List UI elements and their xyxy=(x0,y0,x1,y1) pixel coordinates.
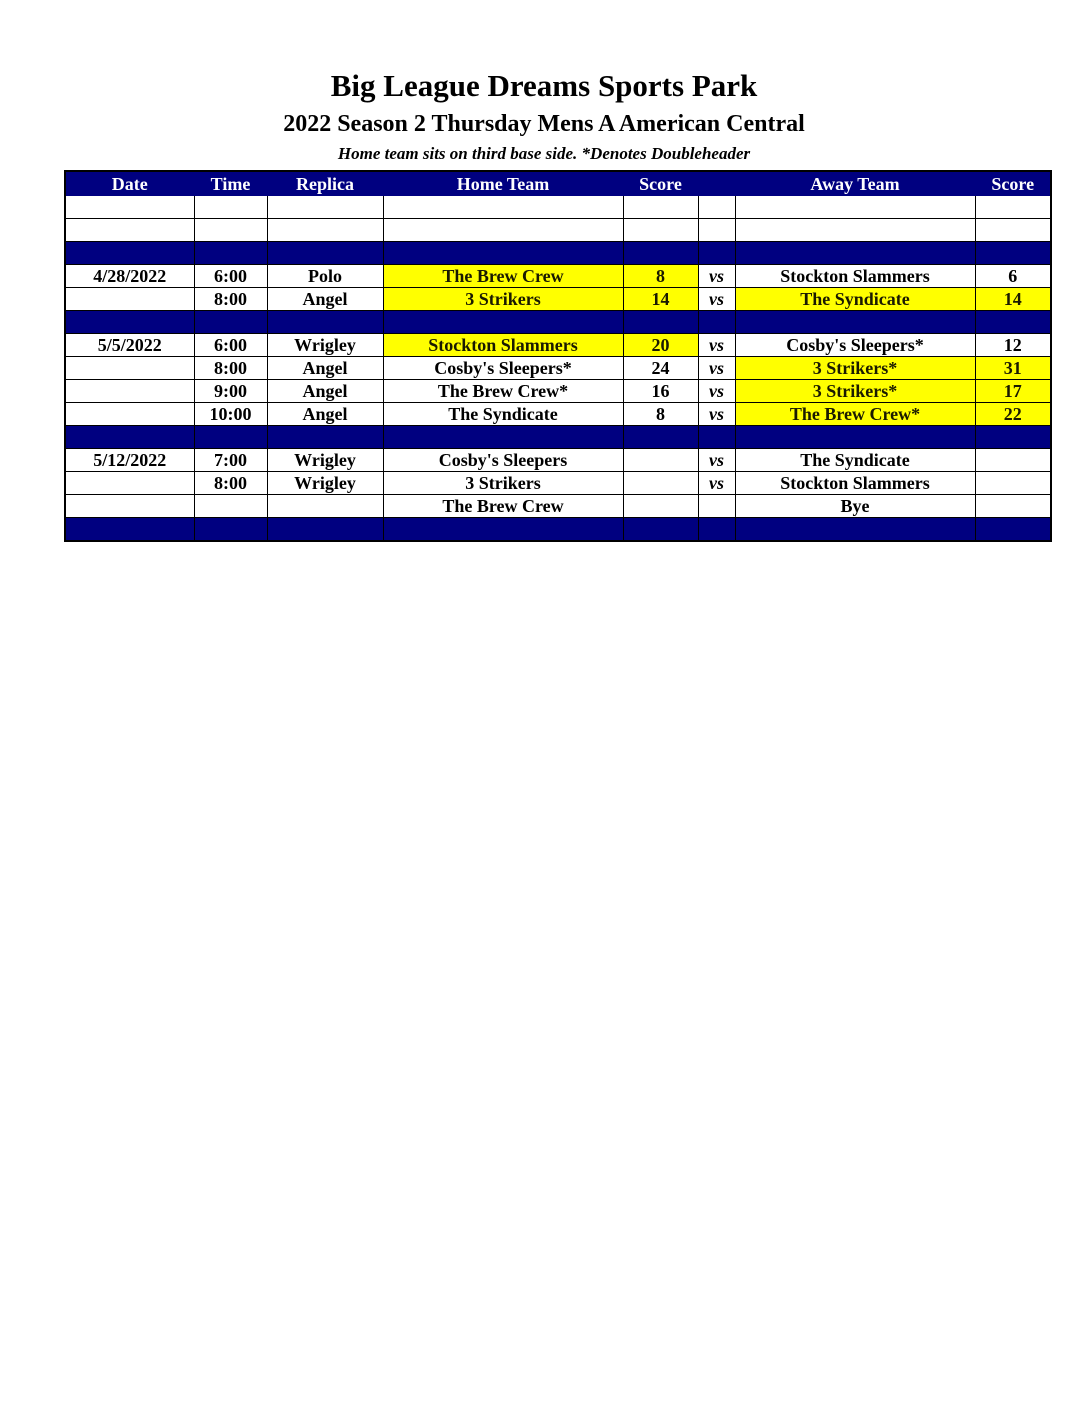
home-team-cell: The Brew Crew xyxy=(383,495,623,518)
home-score-cell: 24 xyxy=(623,357,698,380)
game-row xyxy=(65,472,1051,495)
home-score-cell xyxy=(623,219,698,242)
home-score-cell: 8 xyxy=(623,265,698,288)
away-team-cell: 3 Strikers* xyxy=(735,380,975,403)
home-team-cell: 3 Strikers xyxy=(383,472,623,495)
date-cell: 5/12/2022 xyxy=(65,449,194,472)
date-cell xyxy=(65,196,194,219)
home-score-cell xyxy=(623,426,698,449)
col-header-away-score: Score xyxy=(975,171,1051,196)
away-score-cell xyxy=(975,472,1051,495)
time-cell xyxy=(194,518,267,542)
separator-row xyxy=(65,311,1051,334)
game-row xyxy=(65,265,1051,288)
replica-cell: Wrigley xyxy=(267,449,383,472)
away-score-cell: 6 xyxy=(975,265,1051,288)
home-team-cell xyxy=(383,426,623,449)
replica-cell xyxy=(267,426,383,449)
replica-cell xyxy=(267,311,383,334)
game-row xyxy=(65,449,1051,472)
away-team-cell xyxy=(735,426,975,449)
replica-cell: Angel xyxy=(267,288,383,311)
vs-cell xyxy=(698,196,735,219)
home-team-cell: Stockton Slammers xyxy=(383,334,623,357)
time-cell: 7:00 xyxy=(194,449,267,472)
date-cell: 4/28/2022 xyxy=(65,265,194,288)
home-score-cell xyxy=(623,449,698,472)
date-cell xyxy=(65,219,194,242)
time-cell xyxy=(194,311,267,334)
game-row xyxy=(65,380,1051,403)
away-team-cell xyxy=(735,219,975,242)
col-header-home-score: Score xyxy=(623,171,698,196)
home-score-cell: 20 xyxy=(623,334,698,357)
replica-cell: Angel xyxy=(267,403,383,426)
replica-cell xyxy=(267,219,383,242)
home-team-cell xyxy=(383,242,623,265)
vs-cell: vs xyxy=(698,449,735,472)
away-score-cell xyxy=(975,219,1051,242)
time-cell: 6:00 xyxy=(194,265,267,288)
replica-cell xyxy=(267,242,383,265)
col-header-replica: Replica xyxy=(267,171,383,196)
away-team-cell xyxy=(735,242,975,265)
date-cell xyxy=(65,288,194,311)
time-cell: 6:00 xyxy=(194,334,267,357)
col-header-date: Date xyxy=(65,171,194,196)
vs-cell: vs xyxy=(698,403,735,426)
replica-cell: Wrigley xyxy=(267,334,383,357)
time-cell: 8:00 xyxy=(194,357,267,380)
home-score-cell: 8 xyxy=(623,403,698,426)
home-team-cell: The Brew Crew* xyxy=(383,380,623,403)
away-team-cell: Stockton Slammers xyxy=(735,265,975,288)
schedule-body xyxy=(65,196,1051,542)
home-team-cell xyxy=(383,219,623,242)
vs-cell xyxy=(698,495,735,518)
home-team-cell: The Syndicate xyxy=(383,403,623,426)
time-cell xyxy=(194,495,267,518)
time-cell: 9:00 xyxy=(194,380,267,403)
home-team-cell: Cosby's Sleepers* xyxy=(383,357,623,380)
home-team-cell xyxy=(383,311,623,334)
page-subtitle: 2022 Season 2 Thursday Mens A American Central xyxy=(283,111,805,137)
away-team-cell: The Brew Crew* xyxy=(735,403,975,426)
home-team-cell xyxy=(383,196,623,219)
home-score-cell xyxy=(623,242,698,265)
away-team-cell: 3 Strikers* xyxy=(735,357,975,380)
home-score-cell: 14 xyxy=(623,288,698,311)
away-score-cell xyxy=(975,311,1051,334)
empty-row xyxy=(65,196,1051,219)
date-cell xyxy=(65,495,194,518)
page-title: Big League Dreams Sports Park xyxy=(330,68,758,103)
replica-cell xyxy=(267,518,383,542)
header-row xyxy=(65,171,1051,196)
separator-row xyxy=(65,426,1051,449)
game-row xyxy=(65,357,1051,380)
home-team-cell xyxy=(383,518,623,542)
home-score-cell xyxy=(623,311,698,334)
schedule-note: Home team sits on third base side. *Denotes Doubleheader xyxy=(337,144,751,163)
col-header-time: Time xyxy=(194,171,267,196)
date-cell xyxy=(65,311,194,334)
vs-cell: vs xyxy=(698,357,735,380)
home-score-cell xyxy=(623,518,698,542)
schedule-table xyxy=(64,170,1052,542)
replica-cell: Angel xyxy=(267,380,383,403)
vs-cell xyxy=(698,219,735,242)
vs-cell: vs xyxy=(698,472,735,495)
away-score-cell xyxy=(975,495,1051,518)
away-team-cell xyxy=(735,518,975,542)
date-cell xyxy=(65,518,194,542)
vs-cell xyxy=(698,242,735,265)
col-header-home-team: Home Team xyxy=(383,171,623,196)
away-score-cell xyxy=(975,242,1051,265)
game-row xyxy=(65,495,1051,518)
separator-row xyxy=(65,242,1051,265)
away-team-cell: Stockton Slammers xyxy=(735,472,975,495)
away-score-cell: 14 xyxy=(975,288,1051,311)
vs-cell: vs xyxy=(698,265,735,288)
time-cell: 8:00 xyxy=(194,472,267,495)
vs-cell xyxy=(698,311,735,334)
col-header-vs xyxy=(698,171,735,196)
away-score-cell: 22 xyxy=(975,403,1051,426)
game-row xyxy=(65,334,1051,357)
separator-row xyxy=(65,518,1051,542)
date-cell xyxy=(65,403,194,426)
game-row xyxy=(65,403,1051,426)
time-cell xyxy=(194,219,267,242)
replica-cell xyxy=(267,196,383,219)
time-cell xyxy=(194,196,267,219)
away-team-cell: The Syndicate xyxy=(735,449,975,472)
home-score-cell xyxy=(623,196,698,219)
vs-cell: vs xyxy=(698,334,735,357)
date-cell xyxy=(65,380,194,403)
vs-cell: vs xyxy=(698,288,735,311)
col-header-away-team: Away Team xyxy=(735,171,975,196)
date-cell xyxy=(65,242,194,265)
away-score-cell xyxy=(975,449,1051,472)
away-score-cell xyxy=(975,426,1051,449)
time-cell: 8:00 xyxy=(194,288,267,311)
date-cell xyxy=(65,426,194,449)
away-team-cell xyxy=(735,196,975,219)
away-score-cell: 31 xyxy=(975,357,1051,380)
date-cell xyxy=(65,472,194,495)
away-score-cell: 12 xyxy=(975,334,1051,357)
home-score-cell: 16 xyxy=(623,380,698,403)
time-cell xyxy=(194,426,267,449)
home-team-cell: The Brew Crew xyxy=(383,265,623,288)
time-cell: 10:00 xyxy=(194,403,267,426)
time-cell xyxy=(194,242,267,265)
home-team-cell: Cosby's Sleepers xyxy=(383,449,623,472)
vs-cell xyxy=(698,518,735,542)
replica-cell: Wrigley xyxy=(267,472,383,495)
away-team-cell: The Syndicate xyxy=(735,288,975,311)
home-team-cell: 3 Strikers xyxy=(383,288,623,311)
home-score-cell xyxy=(623,495,698,518)
away-score-cell xyxy=(975,518,1051,542)
away-team-cell: Cosby's Sleepers* xyxy=(735,334,975,357)
replica-cell: Angel xyxy=(267,357,383,380)
replica-cell: Polo xyxy=(267,265,383,288)
replica-cell xyxy=(267,495,383,518)
vs-cell: vs xyxy=(698,380,735,403)
empty-row xyxy=(65,219,1051,242)
home-score-cell xyxy=(623,472,698,495)
away-team-cell xyxy=(735,311,975,334)
away-score-cell: 17 xyxy=(975,380,1051,403)
game-row xyxy=(65,288,1051,311)
vs-cell xyxy=(698,426,735,449)
date-cell: 5/5/2022 xyxy=(65,334,194,357)
date-cell xyxy=(65,357,194,380)
away-score-cell xyxy=(975,196,1051,219)
away-team-cell: Bye xyxy=(735,495,975,518)
